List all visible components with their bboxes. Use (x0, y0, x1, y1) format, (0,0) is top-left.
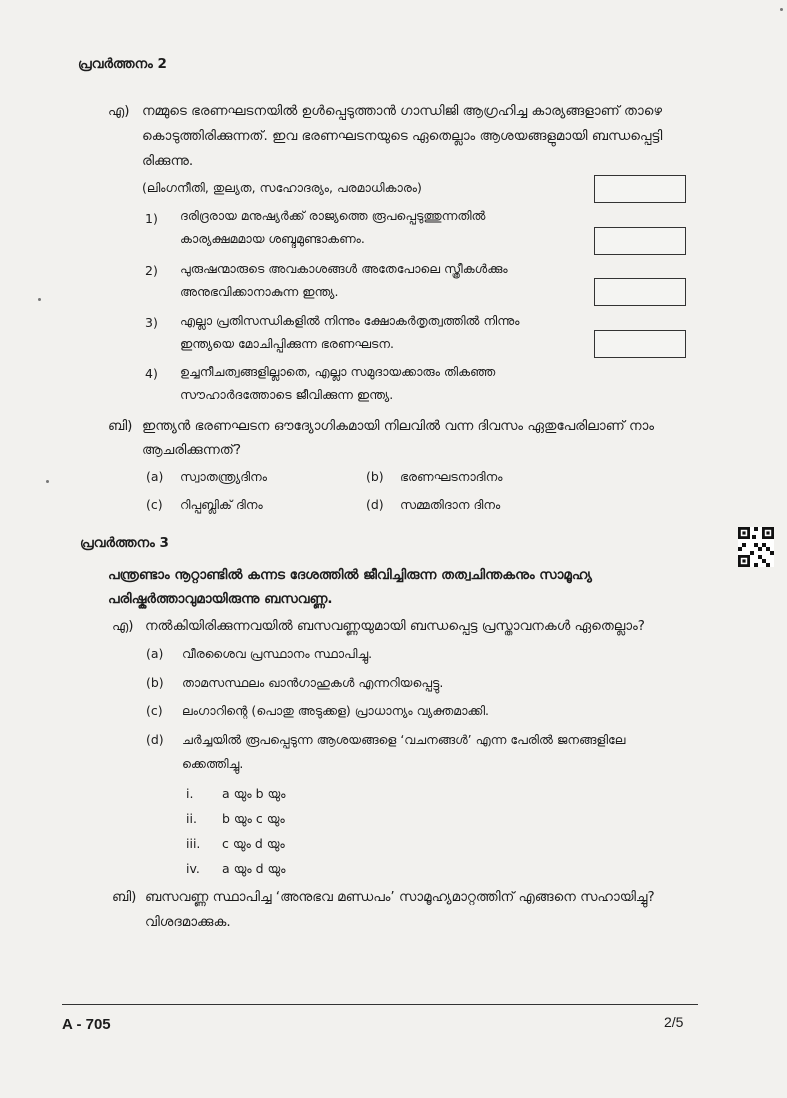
answer-box[interactable] (594, 330, 686, 358)
item-text: പുരുഷന്മാരുടെ അവകാശങ്ങൾ അതേപോലെ സ്ത്രീകൾക്കും (180, 261, 508, 276)
answer-box[interactable] (594, 278, 686, 306)
intro-text: പരിഷ്കർത്താവുമായിരുന്നു ബസവണ്ണ. (108, 591, 333, 607)
question-a-line: രിക്കുന്നു. (142, 153, 194, 169)
item-text: ഇന്ത്യയെ മോചിപ്പിക്കുന്ന ഭരണഘടന. (180, 336, 394, 351)
statement-letter: (b) (146, 675, 164, 690)
question-b-line: ഇന്ത്യൻ ഭരണഘടന ഔദ്യോഗികമായി നിലവിൽ വന്ന ദിവസം ഏതുപേരിലാണ് നാം (142, 418, 655, 434)
qr-code-icon (738, 527, 774, 567)
item-text: എല്ലാ പ്രതിസന്ധികളിൽ നിന്നും ക്ഷോകർതൃത്വത്തിൽ നിന്നും (180, 313, 520, 328)
options-list: (ലിംഗനീതി, തുല്യത, സഹോദര്യം, പരമാധികാരം) (142, 180, 422, 195)
option-text: ഭരണഘടനാദിനം (400, 469, 503, 484)
choice-text: c യും d യും (222, 836, 285, 851)
scan-speck (38, 298, 41, 301)
question-a-text: നൽകിയിരിക്കുന്നവയിൽ ബസവണ്ണയുമായി ബന്ധപ്പെട്ട പ്രസ്താവനകൾ ഏതെല്ലാം? (145, 618, 645, 634)
option-letter: (c) (146, 497, 163, 512)
option-letter: (a) (146, 469, 164, 484)
answer-box[interactable] (594, 175, 686, 203)
question-a-line: കൊടുത്തിരിക്കുന്നത്. ഇവ ഭരണഘടനയുടെ ഏതെല്ലാം ആശയങ്ങളുമായി ബന്ധപ്പെട്ടി (142, 128, 663, 144)
question-b-label: ബി) (108, 418, 133, 434)
option-letter: (d) (366, 497, 384, 512)
item-text: സൗഹാർദത്തോടെ ജീവിക്കുന്ന ഇന്ത്യ. (180, 387, 394, 402)
item-text: ഉച്ചനീചത്വങ്ങളില്ലാതെ, എല്ലാ സമുദായക്കാരും തികഞ്ഞ (180, 364, 496, 379)
question-b-line: ആചരിക്കുന്നത്? (142, 442, 241, 458)
answer-box[interactable] (594, 227, 686, 255)
statement-text: ക്കെത്തിച്ചു. (182, 756, 244, 771)
question-b-text: വിശദമാക്കുക. (145, 914, 231, 930)
item-number: 1) (145, 211, 158, 226)
question-a-line: നമ്മുടെ ഭരണഘടനയിൽ ഉൾപ്പെടുത്താൻ ഗാന്ധിജി ആഗ്രഹിച്ച കാര്യങ്ങളാണ് താഴെ (142, 103, 663, 119)
page-number: 2/5 (664, 1014, 684, 1030)
activity-2-heading: പ്രവർത്തനം 2 (78, 56, 167, 72)
item-number: 4) (145, 366, 158, 381)
option-text: സമ്മതിദാന ദിനം (400, 497, 501, 512)
statement-text: വീരശൈവ പ്രസ്ഥാനം സ്ഥാപിച്ചു. (182, 646, 373, 661)
intro-text: പന്ത്രണ്ടാം നൂറ്റാണ്ടിൽ കന്നട ദേശത്തിൽ ജീവിച്ചിരുന്ന തത്വചിന്തകനും സാമൂഹ്യ (108, 567, 592, 583)
item-text: കാര്യക്ഷമമായ ശബ്ദമുണ്ടാകണം. (180, 231, 365, 246)
question-a-label: എ) (112, 618, 134, 634)
item-text: ദരിദ്രരായ മനുഷ്യർക്ക് രാജ്യത്തെ രൂപപ്പെടുത്തുന്നതിൽ (180, 208, 486, 223)
paper-code: A - 705 (62, 1016, 111, 1033)
choice-number: i. (186, 786, 194, 801)
choice-text: a യും d യും (222, 861, 286, 876)
item-number: 3) (145, 315, 158, 330)
scan-speck (780, 8, 783, 11)
statement-text: ലംഗാറിന്റെ (പൊതു അടുക്കള) പ്രാധാന്യം വ്യക്തമാക്കി. (182, 703, 490, 718)
choice-number: iii. (186, 836, 201, 851)
item-text: അനുഭവിക്കാനാകുന്ന ഇന്ത്യ. (180, 284, 339, 299)
question-b-text: ബസവണ്ണ സ്ഥാപിച്ച ‘അനുഭവ മണ്ഡപം’ സാമൂഹ്യമാറ്റത്തിന് എങ്ങനെ സഹായിച്ചു? (145, 889, 655, 905)
option-letter: (b) (366, 469, 384, 484)
option-text: റിപ്പബ്ലിക് ദിനം (180, 497, 263, 512)
choice-text: b യും c യും (222, 811, 285, 826)
scan-speck (46, 480, 49, 483)
choice-number: ii. (186, 811, 197, 826)
choice-number: iv. (186, 861, 200, 876)
question-b-label: ബി) (112, 889, 137, 905)
question-a-label: എ) (108, 103, 130, 119)
statement-text: ചർച്ചയിൽ രൂപപ്പെടുന്ന ആശയങ്ങളെ ‘വചനങ്ങൾ’ എന്ന പേരിൽ ജനങ്ങളിലേ (182, 732, 626, 747)
statement-letter: (d) (146, 732, 164, 747)
item-number: 2) (145, 263, 158, 278)
activity-3-heading: പ്രവർത്തനം 3 (80, 535, 169, 551)
statement-letter: (c) (146, 703, 163, 718)
option-text: സ്വാതന്ത്ര്യദിനം (180, 469, 267, 484)
statement-text: താമസസ്ഥലം ഖാൻഗാഹുകൾ എന്നറിയപ്പെട്ടു. (182, 675, 444, 690)
footer-divider (62, 1004, 698, 1005)
choice-text: a യും b യും (222, 786, 286, 801)
statement-letter: (a) (146, 646, 164, 661)
